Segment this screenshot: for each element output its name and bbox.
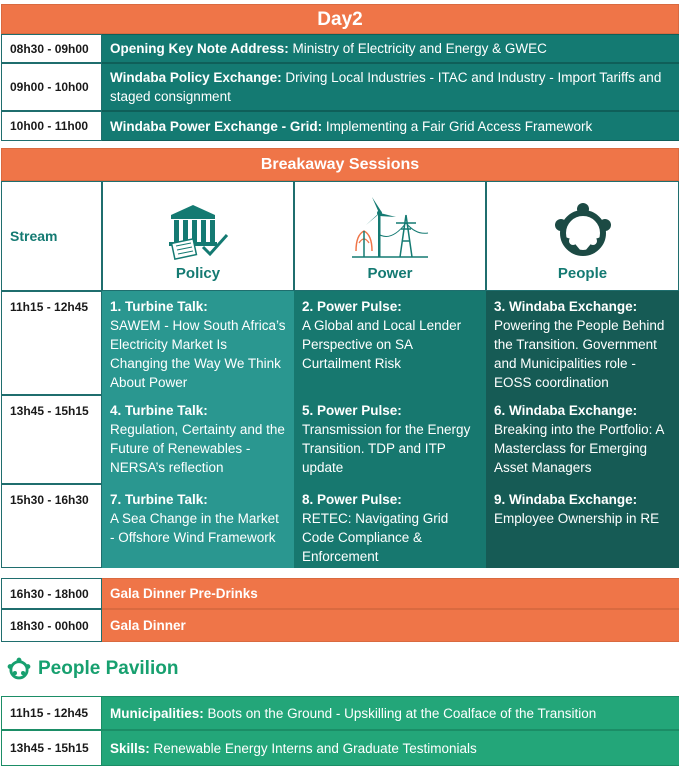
session-title: 7. Turbine Talk:	[110, 492, 208, 507]
schedule-row	[1, 63, 679, 111]
session-cell	[294, 291, 486, 395]
wind-turbine-icon	[350, 195, 430, 261]
pavilion-row-title: Municipalities:	[110, 705, 204, 721]
pavilion-time: 11h15 - 12h45	[1, 696, 102, 730]
schedule-time: 09h00 - 10h00	[1, 63, 102, 111]
session-time: 13h45 - 15h15	[1, 395, 102, 484]
session-cell	[486, 291, 679, 395]
schedule-time: 08h30 - 09h00	[1, 34, 102, 63]
session-cell	[102, 395, 294, 484]
session-cell	[486, 484, 679, 568]
schedule-time: 10h00 - 11h00	[1, 111, 102, 141]
session-title: 2. Power Pulse:	[302, 299, 402, 314]
stream-label-power: Power	[367, 265, 413, 282]
stream-people	[486, 181, 679, 291]
stream-label-people: People	[557, 265, 608, 282]
pavilion-row	[1, 730, 679, 766]
session-title: 9. Windaba Exchange:	[494, 492, 638, 507]
evening-row	[1, 578, 679, 609]
pavilion-row-text: Renewable Energy Interns and Graduate Testimonials	[149, 740, 477, 756]
session-text: Powering the People Behind the Transition. Government and Municipalities role - EOSS coordination	[494, 318, 665, 390]
schedule-title: Opening Key Note Address:	[110, 41, 289, 56]
evening-row	[1, 609, 679, 642]
evening-title: Gala Dinner Pre-Drinks	[102, 578, 679, 609]
pavilion-row	[1, 696, 679, 730]
session-title: 3. Windaba Exchange:	[494, 299, 638, 314]
session-title: 4. Turbine Talk:	[110, 403, 208, 418]
session-text: A Sea Change in the Market - Offshore Wind Framework	[110, 511, 279, 545]
policy-building-icon	[163, 201, 233, 261]
breakaway-title: Breakaway Sessions	[1, 148, 679, 181]
session-time: 15h30 - 16h30	[1, 484, 102, 568]
schedule-description	[102, 63, 679, 111]
session-row	[1, 395, 679, 484]
session-text: Regulation, Certainty and the Future of Renewables - NERSA’s reflection	[110, 422, 285, 475]
people-circle-icon	[6, 656, 32, 682]
session-cell	[102, 291, 294, 395]
session-text: Breaking into the Portfolio: A Masterclass for Emerging Asset Managers	[494, 422, 664, 475]
pavilion-description	[102, 730, 679, 766]
stream-label: Stream	[1, 181, 102, 291]
session-title: 6. Windaba Exchange:	[494, 403, 638, 418]
pavilion-row-title: Skills:	[110, 740, 150, 756]
schedule-description	[102, 34, 679, 63]
schedule-text: Ministry of Electricity and Energy & GWEC	[288, 41, 547, 56]
session-row	[1, 291, 679, 395]
pavilion-time: 13h45 - 15h15	[1, 730, 102, 766]
breakaway-grid	[1, 181, 679, 568]
session-cell	[294, 484, 486, 568]
session-cell	[102, 484, 294, 568]
stream-power	[294, 181, 486, 291]
evening-time: 16h30 - 18h00	[1, 578, 102, 609]
evening-title: Gala Dinner	[102, 609, 679, 642]
schedule-title: Windaba Power Exchange - Grid:	[110, 118, 323, 134]
pavilion-heading	[6, 656, 178, 682]
day-title: Day2	[1, 4, 679, 34]
pavilion-description	[102, 696, 679, 730]
schedule-row	[1, 34, 679, 63]
stream-label-policy: Policy	[175, 265, 221, 282]
session-cell	[486, 395, 679, 484]
pavilion-row-text: Boots on the Ground - Upskilling at the Coalface of the Transition	[203, 705, 597, 721]
schedule-description	[102, 111, 679, 141]
stream-header-row	[1, 181, 679, 291]
session-title: 8. Power Pulse:	[302, 492, 402, 507]
stream-policy	[102, 181, 294, 291]
schedule-text: Implementing a Fair Grid Access Framework	[322, 118, 593, 134]
session-text: Transmission for the Energy Transition. TDP and ITP update	[302, 422, 471, 475]
evening-time: 18h30 - 00h00	[1, 609, 102, 642]
session-cell	[294, 395, 486, 484]
pavilion-title: People Pavilion	[38, 658, 179, 679]
session-text: A Global and Local Lender Perspective on SA Curtailment Risk	[302, 318, 462, 371]
session-time: 11h15 - 12h45	[1, 291, 102, 395]
session-text: SAWEM - How South Africa’s Electricity Market Is Changing the Way We Think About Power	[110, 318, 286, 390]
session-text: RETEC: Navigating Grid Code Compliance & Enforcement	[302, 511, 449, 564]
schedule-row	[1, 111, 679, 141]
session-text: Employee Ownership in RE	[494, 511, 660, 526]
schedule-title: Windaba Policy Exchange:	[110, 70, 282, 85]
session-title: 5. Power Pulse:	[302, 403, 402, 418]
people-circle-icon	[551, 201, 615, 261]
session-row	[1, 484, 679, 568]
session-title: 1. Turbine Talk:	[110, 299, 208, 314]
schedule-text: Driving Local Industries - ITAC and Industry - Import Tariffs and staged consignment	[110, 70, 662, 104]
